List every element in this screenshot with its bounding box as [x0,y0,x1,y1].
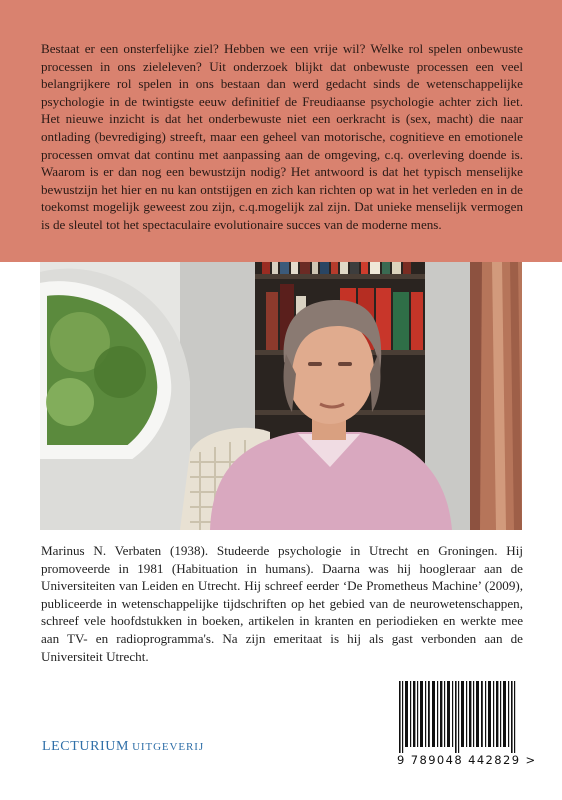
publisher-suffix: UITGEVERIJ [132,741,204,753]
publisher-logo [42,737,204,755]
author-photo [40,262,522,530]
publisher-name: LECTURIUM [42,739,130,754]
isbn-barcode [397,681,519,753]
back-cover-blurb: Bestaat er een onsterfelijke ziel? Hebben we een vrije wil? Welke rol spelen onbewuste processen in ons zieleleven? Uit onderzoek blijkt dat onbewuste processen een veel belangrijkere rol spelen in ons bestaan dan werd gedacht sinds de wetenschappelijke psychologie in de twintigste eeuw definitief de Freudiaanse psychologie achter zich liet. Het nieuwe inzicht is dat het onderbewuste niet een oerkracht is (sex, macht) die naar ontlading (bevrediging) streeft, maar een geheel van motorische, cognitieve en emotionele processen omvat dat continu met aanpassing aan de omgeving, c.q. overleving doende is. Waarom is er dan nog een bewustzijn nodig? Het antwoord is dat het typisch menselijke bewustzijn het hier en nu kan ontstijgen en zich kan richten op wat in het verleden en in de toekomst mogelijk geweest zou zijn, c.q.mogelijk zal zijn. Dat unieke menselijk vermogen is de sleutel tot het spectaculaire evolutionaire succes van de moderne mens. [41,41,523,232]
isbn-number: 9 789048 442829 > [397,753,537,767]
author-bio: Marinus N. Verbaten (1938). Studeerde psychologie in Utrecht en Groningen. Hij promoveerde in 1981 (Habituation in humans). Daarna was hij hoogleraar aan de Universiteiten van Leiden en Utrecht. Hij schreef eerder ‘De Prometheus Machine’ (2009), publiceerde in wetenschappelijke tijdschriften op het gebied van de neurowetenschappen, schreef vele hoofdstukken in boeken, artikelen in kranten en periodieken en werkte mee aan TV- en radioprogramma's. Na zijn emeritaat is hij als gast verbonden aan de Universiteit Utrecht. [41,543,523,664]
